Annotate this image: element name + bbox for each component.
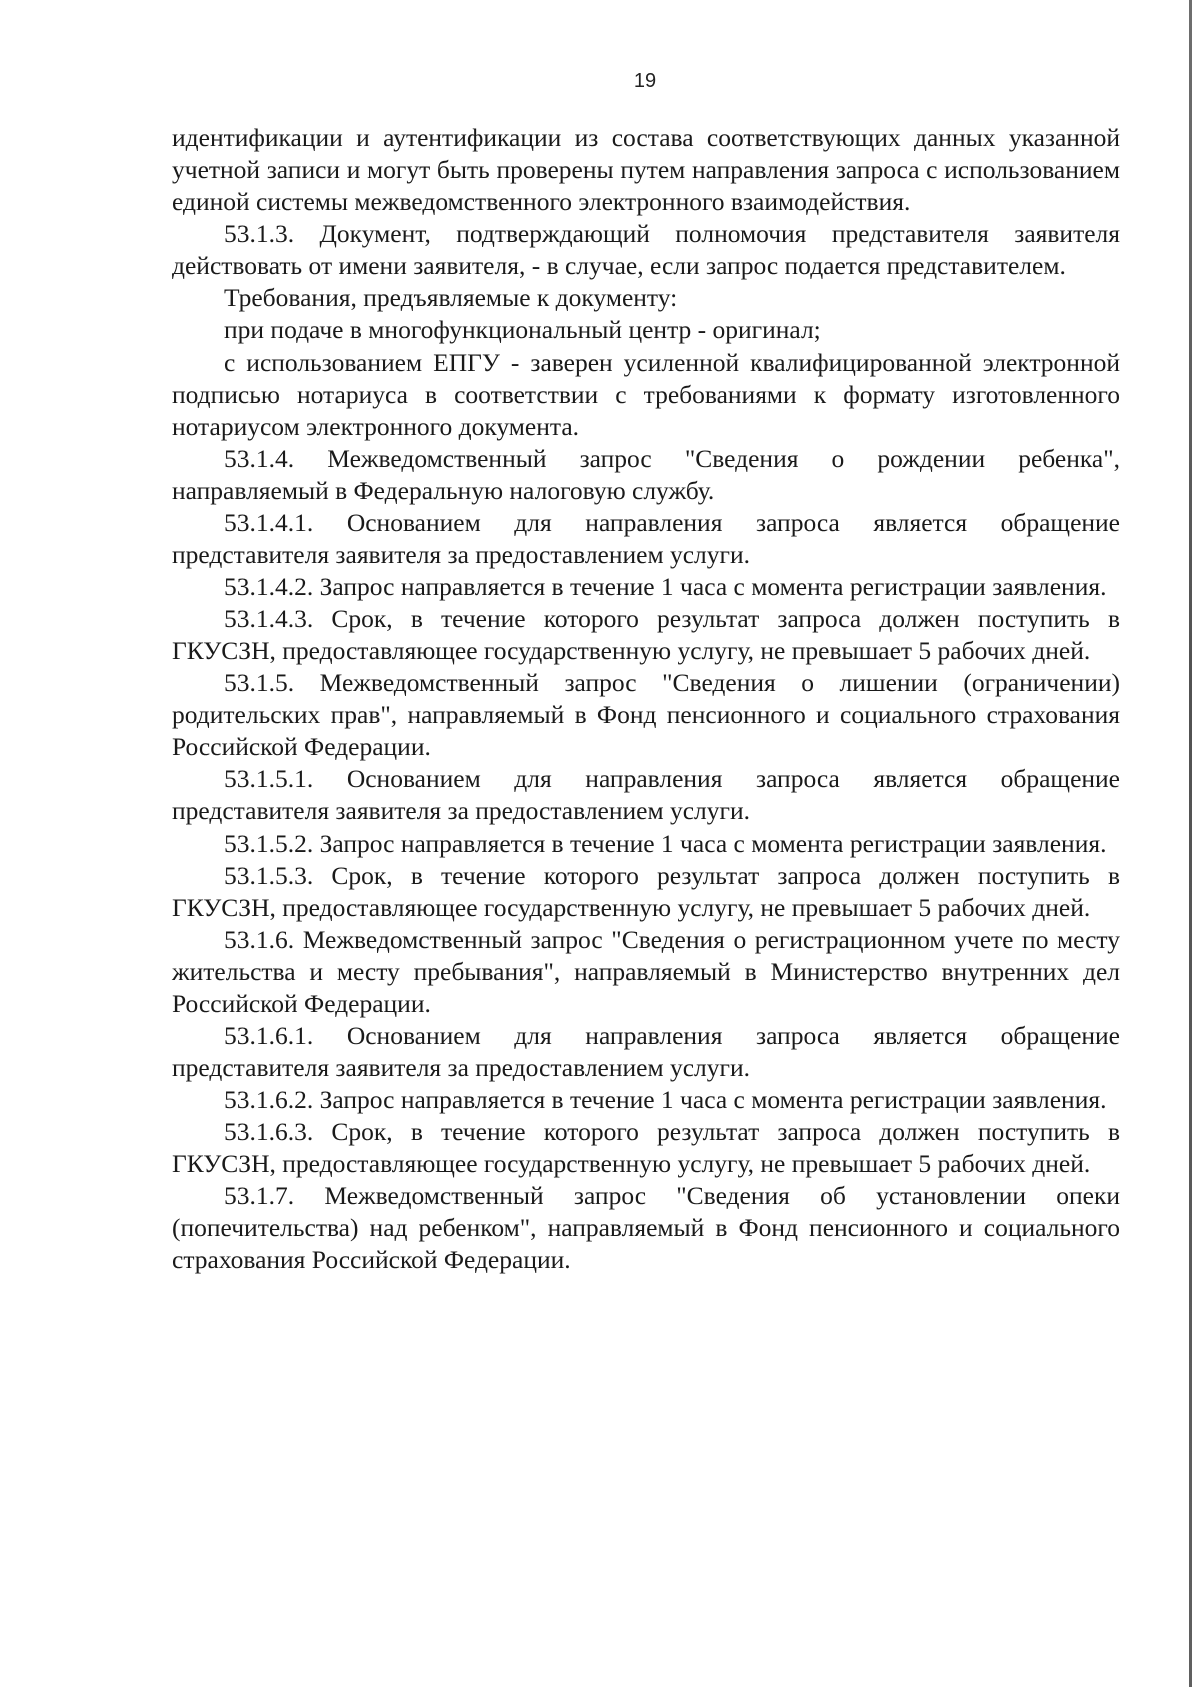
paragraph-continuation: идентификации и аутентификации из состава соответствующих данных указанной учетной записи и могут быть проверены путем направления запроса с использованием единой системы межведомственного электронного взаимодействия. bbox=[172, 123, 1120, 216]
scan-edge-line bbox=[1189, 0, 1192, 1687]
paragraph-53-1-4-2: 53.1.4.2. Запрос направляется в течение 1 часа с момента регистрации заявления. bbox=[224, 571, 1107, 601]
paragraph-requirement-epgu: с использованием ЕПГУ - заверен усиленной квалифицированной электронной подписью нотариуса в соответствии с требованиями к формату изготовленного нотариусом электронного документа. bbox=[172, 347, 1120, 441]
paragraph-requirement-mfc: при подаче в многофункциональный центр - оригинал; bbox=[224, 315, 821, 345]
paragraph-53-1-6: 53.1.6. Межведомственный запрос "Сведения о регистрационном учете по месту жительства и месту пребывания", направляемый в Министерство внутренних дел Российской Федерации. bbox=[172, 924, 1120, 1018]
paragraph-53-1-3: 53.1.3. Документ, подтверждающий полномочия представителя заявителя действовать от имени заявителя, - в случае, если запрос подается представителем. bbox=[172, 219, 1120, 281]
paragraph-53-1-6-3: 53.1.6.3. Срок, в течение которого результат запроса должен поступить в ГКУСЗН, предоставляющее государственную услугу, не превышает 5 рабочих дней. bbox=[172, 1117, 1120, 1179]
paragraph-53-1-7: 53.1.7. Межведомственный запрос "Сведения об установлении опеки (попечительства) над ребенком", направляемый в Фонд пенсионного и социального страхования Российской Федерации. bbox=[172, 1181, 1120, 1275]
document-body bbox=[172, 122, 1120, 1277]
paragraph-53-1-6-2: 53.1.6.2. Запрос направляется в течение 1 часа с момента регистрации заявления. bbox=[224, 1085, 1107, 1115]
paragraph-53-1-4: 53.1.4. Межведомственный запрос "Сведения о рождении ребенка", направляемый в Федеральную налоговую службу. bbox=[172, 443, 1120, 505]
paragraph-53-1-4-1: 53.1.4.1. Основанием для направления запроса является обращение представителя заявителя за предоставлением услуги. bbox=[172, 507, 1120, 569]
paragraph-53-1-5: 53.1.5. Межведомственный запрос "Сведения о лишении (ограничении) родительских прав", направляемый в Фонд пенсионного и социального страхования Российской Федерации. bbox=[172, 668, 1120, 762]
page-number: 19 bbox=[633, 70, 657, 92]
paragraph-53-1-5-2: 53.1.5.2. Запрос направляется в течение 1 часа с момента регистрации заявления. bbox=[224, 828, 1107, 858]
paragraph-53-1-6-1: 53.1.6.1. Основанием для направления запроса является обращение представителя заявителя за предоставлением услуги. bbox=[172, 1020, 1120, 1082]
paragraph-53-1-4-3: 53.1.4.3. Срок, в течение которого результат запроса должен поступить в ГКУСЗН, предоставляющее государственную услугу, не превышает 5 рабочих дней. bbox=[172, 604, 1120, 666]
paragraph-53-1-5-3: 53.1.5.3. Срок, в течение которого результат запроса должен поступить в ГКУСЗН, предоставляющее государственную услугу, не превышает 5 рабочих дней. bbox=[172, 860, 1120, 922]
paragraph-requirements-heading: Требования, предъявляемые к документу: bbox=[224, 283, 678, 313]
paragraph-53-1-5-1: 53.1.5.1. Основанием для направления запроса является обращение представителя заявителя за предоставлением услуги. bbox=[172, 764, 1120, 826]
